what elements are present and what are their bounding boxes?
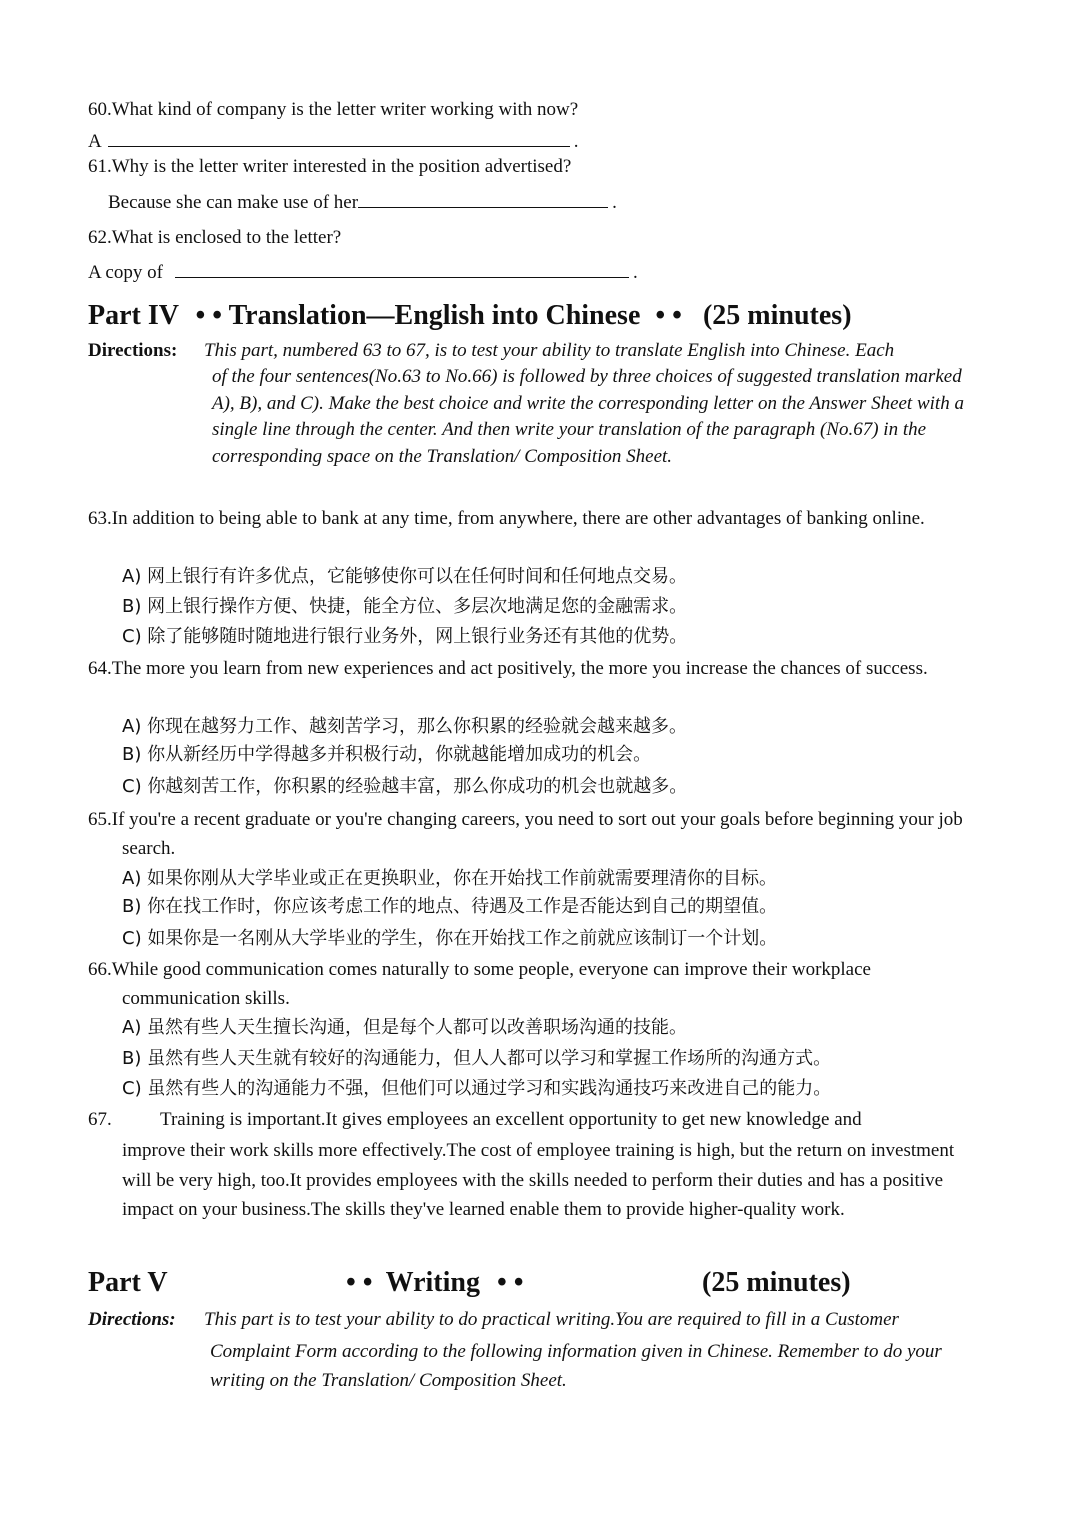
answer-blank[interactable] bbox=[175, 276, 629, 278]
answer-suffix: . bbox=[632, 262, 638, 283]
item-66-option-b[interactable]: B) 虽然有些人天生就有较好的沟通能力，但人人都可以学习和掌握工作场所的沟通方式。 bbox=[122, 1048, 832, 1069]
item-65-option-c[interactable]: C) 如果你是一名刚从大学毕业的学生，你在开始找工作之前就应该制订一个计划。 bbox=[122, 928, 778, 949]
item-63-option-b[interactable]: B) 网上银行操作方便、快捷，能全方位、多层次地满足您的金融需求。 bbox=[122, 596, 688, 617]
part-title: Translation—English into Chinese bbox=[228, 300, 641, 331]
stem-text: 65.If you're a recent graduate or you're changing careers, you need to sort out your goals before beginning your job search. bbox=[88, 809, 963, 859]
item-65-option-b[interactable]: B) 你在找工作时，你应该考虑工作的地点、待遇及工作是否能达到自己的期望值。 bbox=[122, 896, 778, 917]
directions-label: Directions: bbox=[88, 1309, 176, 1330]
item-65-stem bbox=[88, 805, 973, 863]
item-67-first-line: Training is important.It gives employees an excellent opportunity to get new knowledge and bbox=[160, 1109, 862, 1130]
answer-suffix: . bbox=[612, 192, 617, 213]
part-iv-heading bbox=[88, 300, 852, 332]
item-64-stem bbox=[88, 654, 973, 683]
directions-label: Directions: bbox=[88, 340, 178, 361]
item-66-option-a[interactable]: A) 虽然有些人天生擅长沟通，但是每个人都可以改善职场沟通的技能。 bbox=[122, 1017, 688, 1038]
item-63-stem bbox=[88, 504, 973, 533]
answer-line-60 bbox=[88, 131, 578, 153]
directions-first-line: This part is to test your ability to do practical writing.You are required to fill in a Customer bbox=[204, 1309, 899, 1330]
directions-text: of the four sentences(No.63 to No.66) is followed by three choices of suggested translation marked A), B), and C). Make the best choice and write the corresponding letter on the Answer Sheet with a single line through the center. And then write your translation of the paragraph (No.67) in the corresponding space on the Translation/ Composition Sheet. bbox=[212, 366, 964, 467]
item-63-option-a[interactable]: A) 网上银行有许多优点，它能够使你可以在任何时间和任何地点交易。 bbox=[122, 566, 688, 587]
part-title: Writing bbox=[385, 1267, 480, 1298]
item-66-option-c[interactable]: C) 虽然有些人的沟通能力不强，但他们可以通过学习和实践沟通技巧来改进自己的能力。 bbox=[122, 1078, 832, 1099]
bullet-dots: • • bbox=[195, 300, 223, 331]
answer-prefix: A copy of bbox=[88, 262, 163, 283]
stem-text: 63.In addition to being able to bank at any time, from anywhere, there are other advantages of banking online. bbox=[88, 508, 925, 529]
item-64-option-a[interactable]: A) 你现在越努力工作、越刻苦学习，那么你积累的经验就会越来越多。 bbox=[122, 716, 688, 737]
question-60: 60.What kind of company is the letter writer working with now? bbox=[88, 99, 579, 120]
item-65-option-a[interactable]: A) 如果你刚从大学毕业或正在更换职业，你在开始找工作前就需要理清你的目标。 bbox=[122, 868, 778, 889]
item-64-option-c[interactable]: C) 你越刻苦工作，你积累的经验越丰富，那么你成功的机会也就越多。 bbox=[122, 776, 688, 797]
answer-blank[interactable] bbox=[108, 145, 570, 147]
item-66-stem bbox=[88, 955, 973, 1013]
answer-line-61 bbox=[108, 192, 617, 214]
item-64-option-b[interactable]: B) 你从新经历中学得越多并积极行动，你就越能增加成功的机会。 bbox=[122, 744, 652, 765]
question-61: 61.Why is the letter writer interested in the position advertised? bbox=[88, 156, 572, 177]
answer-suffix: . bbox=[573, 131, 579, 152]
directions-first-line: This part, numbered 63 to 67, is to test your ability to translate English into Chinese. Each bbox=[204, 340, 895, 361]
part-label: Part IV bbox=[88, 300, 179, 331]
bullet-dots: • • bbox=[655, 300, 682, 331]
directions-text: Complaint Form according to the following information given in Chinese. Remember to do your writing on the Translation/ Composition Sheet. bbox=[210, 1341, 942, 1391]
answer-prefix: A bbox=[88, 131, 102, 152]
part-v-time-limit: (25 minutes) bbox=[702, 1267, 851, 1298]
bullet-dots: • • bbox=[497, 1267, 524, 1298]
item-67-number: 67. bbox=[88, 1109, 112, 1130]
question-62: 62.What is enclosed to the letter? bbox=[88, 227, 342, 248]
answer-prefix: Because she can make use of her bbox=[108, 192, 359, 213]
stem-text: 64.The more you learn from new experiences and act positively, the more you increase the chances of success. bbox=[88, 658, 928, 679]
time-limit: (25 minutes) bbox=[702, 300, 852, 331]
part-v-label: Part V bbox=[88, 1267, 168, 1298]
item-67-paragraph: improve their work skills more effectively.The cost of employee training is high, but the return on investment will be very high, too.It provides employees with the skills needed to perform their duties and has a positive impact on your business.The skills they've learned enable them to provide higher-quality work. bbox=[122, 1140, 955, 1220]
answer-blank[interactable] bbox=[358, 206, 608, 208]
part-v-title bbox=[346, 1267, 524, 1299]
answer-line-62 bbox=[88, 262, 638, 284]
item-63-option-c[interactable]: C) 除了能够随时随地进行银行业务外，网上银行业务还有其他的优势。 bbox=[122, 626, 688, 647]
bullet-dots: • • bbox=[346, 1267, 373, 1298]
stem-text: 66.While good communication comes naturally to some people, everyone can improve their workplace communication skills. bbox=[88, 959, 871, 1009]
